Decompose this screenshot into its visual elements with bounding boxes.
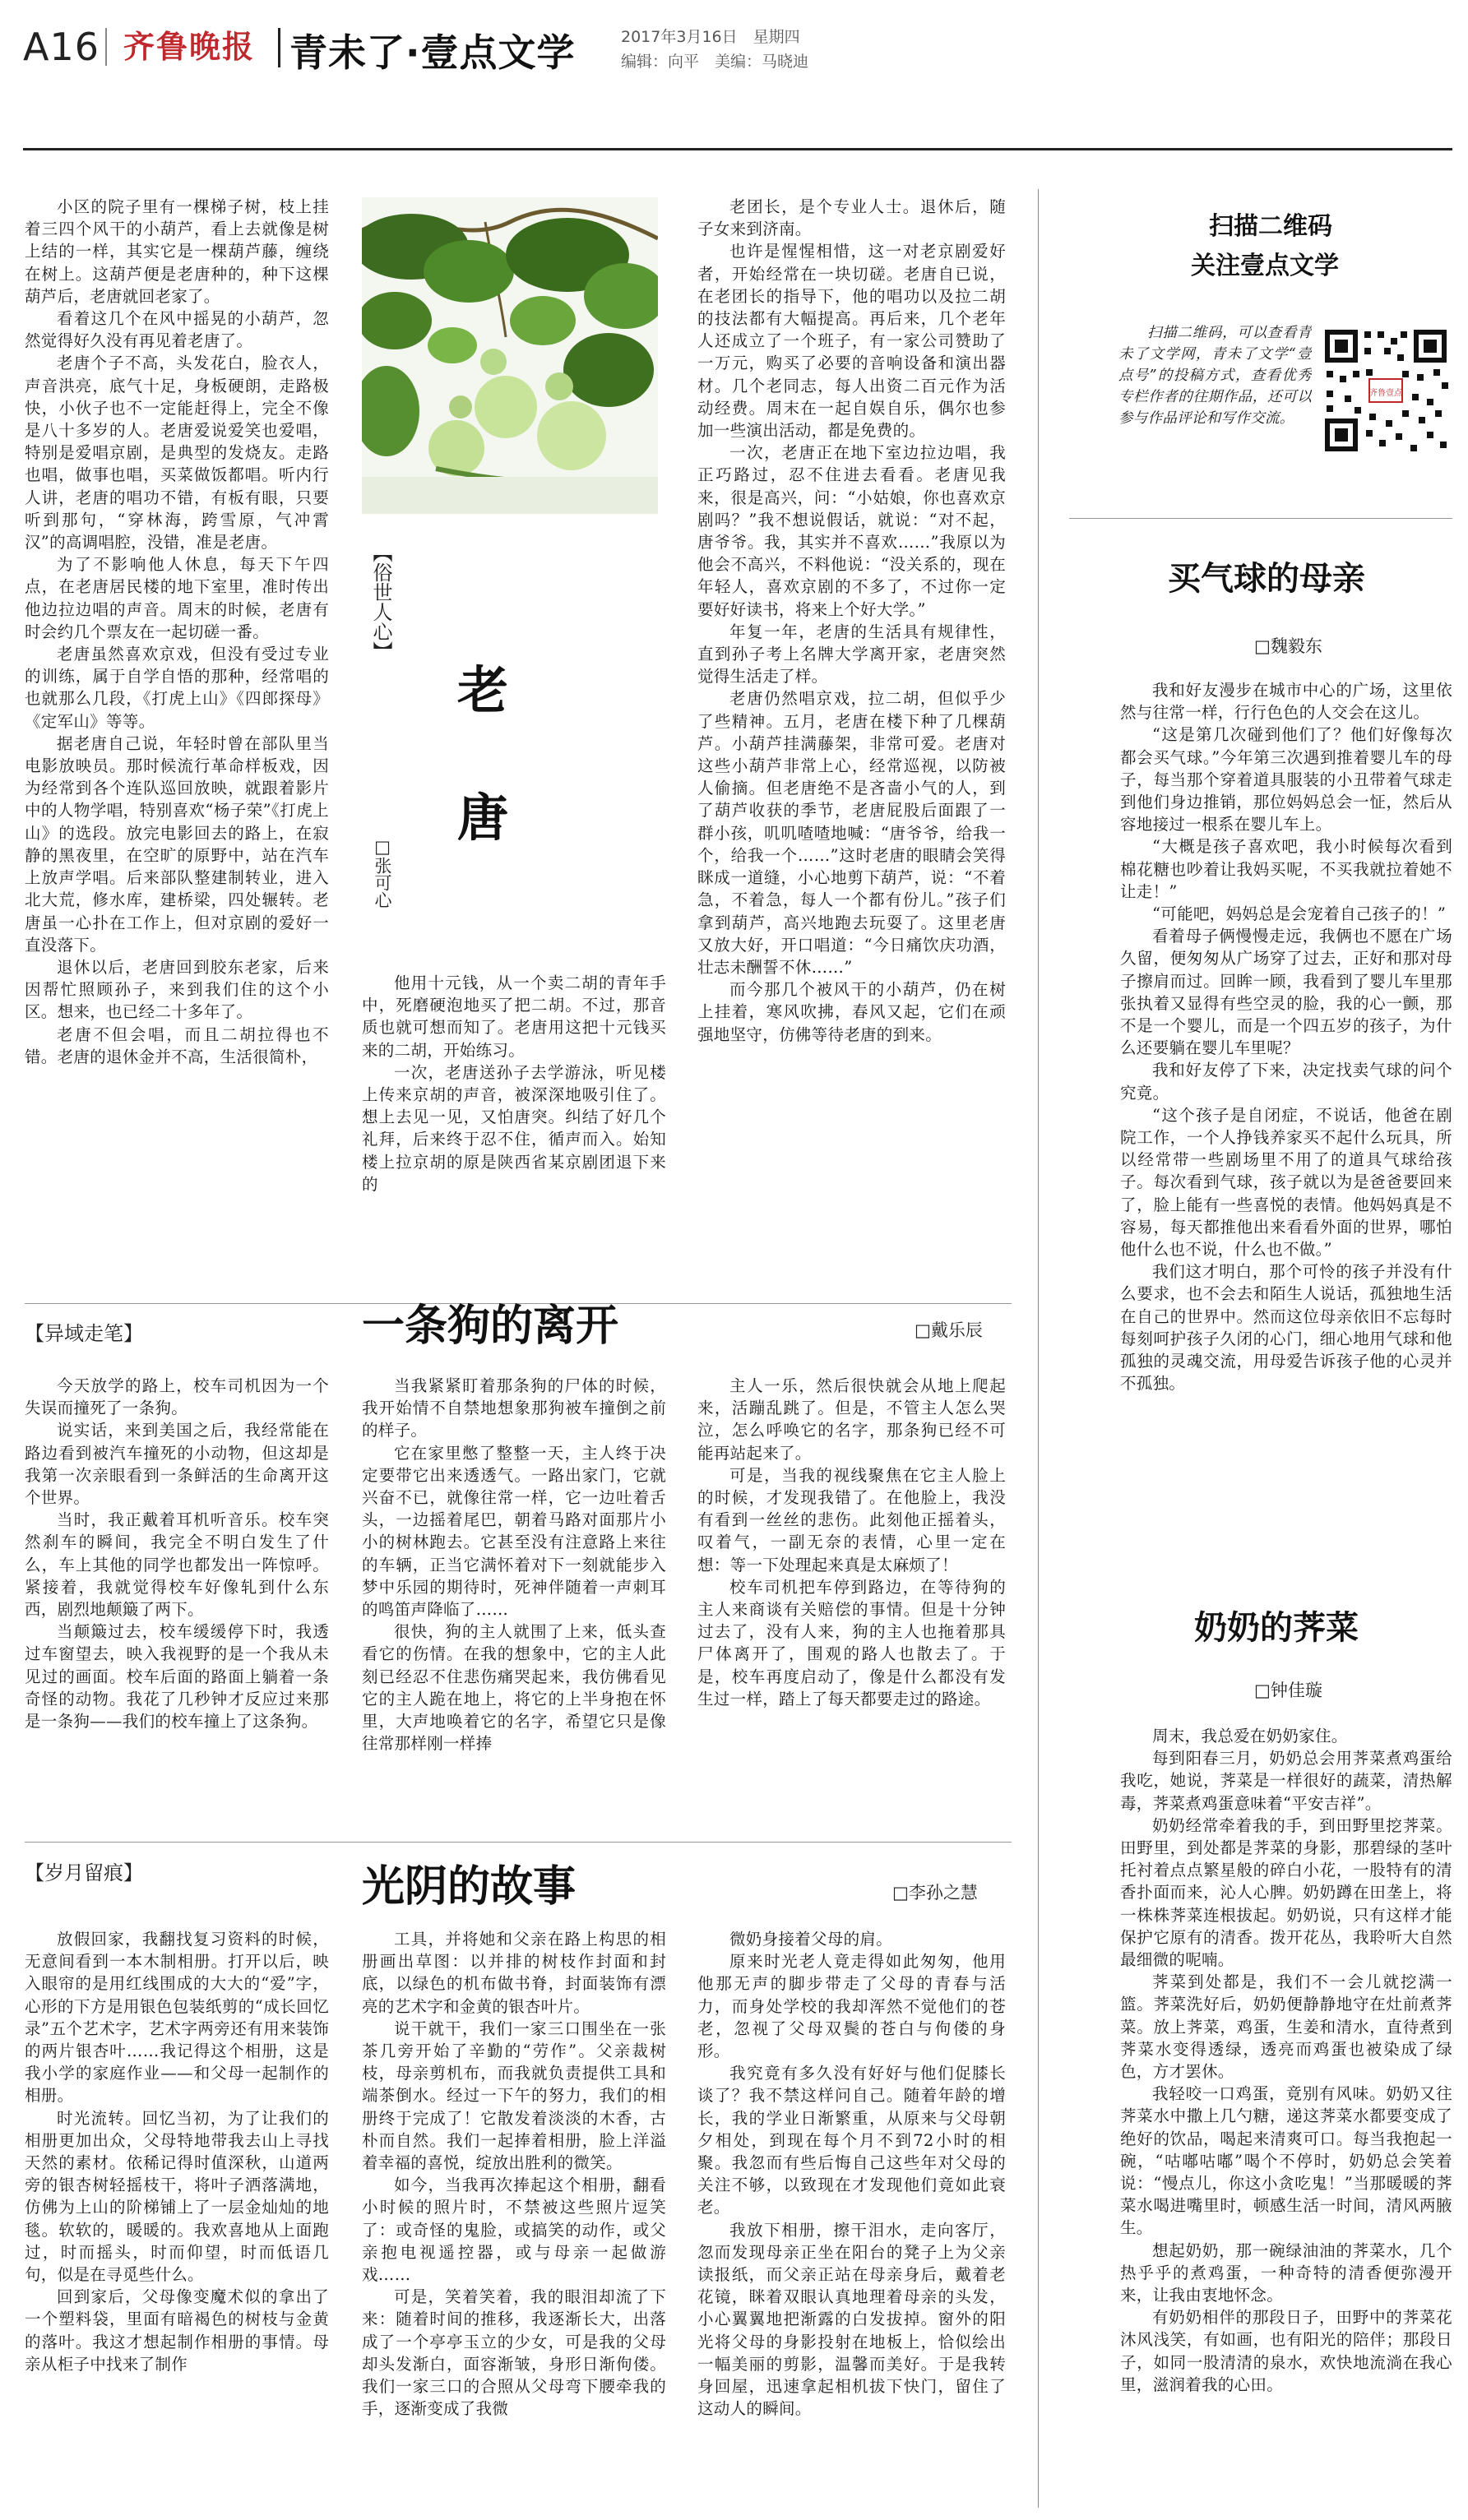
time-column-2: 工具，并将她和父亲在路上构思的相册画出草图：以并排的树枝作封面和封底，以绿色的机布做书脊，封面装饰有漂亮的艺术字和金黄的银杏叶片。 说干就干，我们一家三口围坐在一张茶几旁开始了辛勤的“劳作”。父亲裁树枝，母亲剪机布，而我就负责提供工具和端茶倒水。经过一下午的努力，我们的相册终于完成了！它散发着淡淡的木香，古朴而自然。我们一起捧着相册，脸上洋溢着幸福的喜悦，绽放出胜利的微笑。 如今，当我再次捧起这个相册，翻看小时候的照片时，不禁被这些照片逗笑了：或奇怪的鬼脸，或搞笑的动作，或父亲抱电视遥控器，或与母亲一起做游戏…… 可是，笑着笑着，我的眼泪却流了下来：随着时间的推移，我逐渐长大，出落成了一个亭亭玉立的少女，可是我的父母却头发渐白，面容渐皱，身形日渐佝偻。我们一家三口的合照从父母弯下腰牵我的手，逐渐变成了我微	[362, 1930, 666, 2419]
dog-title: 一条狗的离开	[362, 1302, 619, 1351]
laotang-column-3: 老团长，是个专业人士。退休后，随子女来到济南。 也许是惺惺相惜，这一对老京剧爱好者，开始经常在一块切磋。老唐自已说，在老团长的指导下，他的唱功以及拉二胡的技法都有大幅提高。再后来，几个老年人还成立了一个班子，有一家公司赞助了一万元，购买了必要的音响设备和演出器材。几个老同志，每人出资二百元作为活动经费。周末在一起自娱自乐，偶尔也参加一些演出活动，都是免费的。 一次，老唐正在地下室边拉边唱，我正巧路过，忍不住进去看看。老唐见我来，很是高兴，问：“小姑娘，你也喜欢京剧吗？”我不想说假话，就说：“对不起，唐爷爷。我，其实并不喜欢……”我原以为他会不高兴，不料他说：“没关系的，现在年轻人，喜欢京剧的不多了，不过你一定要好好读书，将来上个好大学。” 年复一年，老唐的生活具有规律性，直到孙子考上名牌大学离开家，老唐突然觉得生活走了样。 老唐仍然唱京戏，拉二胡，但似乎少了些精神。五月，老唐在楼下种了几棵葫芦。小葫芦挂满藤架，非常可爱。老唐对这些小葫芦非常上心，经常巡视，以防被人偷摘。但老唐绝不是吝啬小气的人，到了葫芦收获的季节，老唐屁股后面跟了一群小孩，叽叽喳喳地喊：“唐爷爷，给我一个，给我一个……”这时老唐的眼睛会笑得眯成一道缝，小心地剪下葫芦，说：“不着急，不着急，每人一个都有份儿。”孩子们拿到葫芦，高兴地跑去玩耍了。这里老唐又放大好，开口唱道：“今日痛饮庆功酒，壮志未酬誓不休……” 而今那几个被风干的小葫芦，仍在树上挂着，寒风吹拂，春风又起，它们在顽强地坚守，仿佛等待老唐的到来。	[697, 197, 1006, 1044]
time-section-rule	[25, 1842, 1012, 1843]
laotang-author: □张可心	[373, 837, 392, 909]
laotang-column-2: 他用十元钱，从一个卖二胡的青年手中，死磨硬泡地买了把二胡。不过，那音质也就可想而知了。老唐用这把十元钱买来的二胡，开始练习。 一次，老唐送孙子去学游泳，听见楼上传来京胡的声音，被深深地吸引住了。想上去见一见，又怕唐突。纠结了好几个礼拜，后来终于忍不住，循声而入。始知楼上拉京胡的原是陕西省某京剧团退下来的	[362, 973, 666, 1194]
qr-code[interactable]	[1320, 325, 1452, 456]
grandma-title: 奶奶的荠菜	[1194, 1609, 1359, 1647]
laotang-title-char-1: 老	[457, 660, 509, 720]
dog-column-tag: 【异域走笔】	[25, 1322, 143, 1345]
dog-column-1: 今天放学的路上，校车司机因为一个失误而撞死了一条狗。 说实话，来到美国之后，我经常能在路边看到被汽车撞死的小动物，但这却是我第一次亲眼看到一条鲜活的生命离开这个世界。 当时，我正戴着耳机听音乐。校车突然刹车的瞬间，我完全不明白发生了什么，车上其他的同学也都发出一阵惊呼。紧接着，我就觉得校车好像轧到什么东西，剧烈地颠簸了两下。 当颠簸过去，校车缓缓停下时，我透过车窗望去，映入我视野的是一个我从未见过的画面。校车后面的路面上躺着一条奇怪的动物。我花了几秒钟才反应过来那是一条狗——我们的校车撞上了这条狗。	[25, 1376, 329, 1732]
promo-title-line-2: 关注壹点文学	[1191, 252, 1339, 280]
page-number-divider	[105, 28, 107, 66]
promo-text: 扫描二维码，可以查看青未了文学网，青未了文学“壹点号”的投稿方式，查看优秀专栏作者的往期作品，还可以参与作品评论和写作交流。	[1118, 325, 1312, 427]
header-rule	[23, 148, 1452, 150]
time-title: 光阴的故事	[362, 1862, 577, 1912]
header-divider	[278, 28, 280, 67]
dog-column-3: 主人一乐，然后很快就会从地上爬起来，活蹦乱跳了。但是，不管主人怎么哭泣，怎么呼唤它的名字，那条狗已经不可能再站起来了。 可是，当我的视线聚焦在它主人脸上的时候，才发现我错了。在他脸上，我没有看到一丝丝的悲伤。此刻他正摇着头，叹着气，一副无奈的表情，心里一定在想：等一下处理起来真是太麻烦了！ 校车司机把车停到路边，在等待狗的主人来商谈有关赔偿的事情。但是十分钟过去了，没有人来，狗的主人也拖着那具尸体离开了，围观的路人也散去了。于是，校车再度启动了，像是什么都没有发生过一样，踏上了每天都要走过的路途。	[697, 1376, 1006, 1709]
issue-date: 2017年3月16日 星期四	[621, 28, 800, 46]
right-column-divider	[1038, 189, 1039, 2508]
laotang-column-1: 小区的院子里有一棵梯子树，枝上挂着三四个风干的小葫芦，看上去就像是树上结的一样，其实它是一棵葫芦藤，缠绕在树上。这葫芦便是老唐种的，种下这棵葫芦后，老唐就回老家了。 看着这几个在风中摇晃的小葫芦，忽然觉得好久没有再见着老唐了。 老唐个子不高，头发花白，脸衣人，声音洪亮，底气十足，身板硬朗，走路极快，小伙子也不一定能赶得上，完全不像是八十多岁的人。老唐爱说爱笑也爱唱，特别是爱唱京剧，是典型的发烧友。走路也唱，做事也唱，买菜做饭都唱。听内行人讲，老唐的唱功不错，有板有眼，只要听到那句，“穿林海，跨雪原，气冲霄汉”的高调唱腔，没错，准是老唐。 为了不影响他人休息，每天下午四点，在老唐居民楼的地下室里，准时传出他边拉边唱的声音。周末的时候，老唐有时会约几个票友在一起切磋一番。 老唐虽然喜欢京戏，但没有受过专业的训练，属于自学自悟的那种，经常唱的也就那么几段，《打虎上山》《四郎探母》《定军山》等等。 据老唐自己说，年轻时曾在部队里当电影放映员。那时候流行革命样板戏，因为经常到各个连队巡回放映，就跟着影片中的人物学唱，特别喜欢“杨子荣”《打虎上山》的选段。放完电影回去的路上，在寂静的黑夜里，在空旷的原野中，站在汽车上放声学唱。后来部队整建制转业，进入北大荒，修水库，建桥梁，四处辗转。老唐虽一心扑在工作上，但对京剧的爱好一直没落下。 退休以后，老唐回到胶东老家，后来因帮忙照顾孙子，来到我们住的这个小区。想来，也已经二十多年了。 老唐不但会唱，而且二胡拉得也不错。老唐的退休金并不高，生活很简朴，	[25, 197, 329, 1066]
gourd-photo	[362, 197, 658, 514]
dog-author: □戴乐辰	[915, 1320, 983, 1340]
time-column-1: 放假回家，我翻找复习资料的时候，无意间看到一本木制相册。打开以后，映入眼帘的是用红线围成的大大的“爱”字，心形的下方是用银色包装纸剪的“成长回忆录”五个艺术字，艺术字两旁还有用来装饰的两片银杏叶……我记得这个相册，这是我小学的家庭作业——和父母一起制作的相册。 时光流转。回忆当初，为了让我们的相册更加出众，父母特地带我去山上寻找天然的素材。依稀记得时值深秋，山道两旁的银杏树轻摇枝干，将叶子洒落满地，仿佛为上山的阶梯铺上了一层金灿灿的地毯。软软的，暖暖的。我欢喜地从上面跑过，时而摇头，时而仰望，时而低语几句，似是在寻觅些什么。 回到家后，父母像变魔术似的拿出了一个塑料袋，里面有暗褐色的树枝与金黄的落叶。我这才想起制作相册的事情。母亲从柜子中找来了制作	[25, 1930, 329, 2374]
laotang-column-tag: 【俗世人心】	[369, 543, 392, 661]
laotang-title-char-2: 唐	[457, 788, 509, 848]
section-title: 青未了·壹点文学	[289, 30, 576, 75]
grandma-author: □钟佳璇	[1254, 1681, 1322, 1700]
editor-credits: 编辑：向平 美编：马晓迪	[621, 53, 809, 71]
dog-column-2: 当我紧紧盯着那条狗的尸体的时候，我开始情不自禁地想象那狗被车撞倒之前的样子。 它在家里憋了整整一天，主人终于决定要带它出来透透气。一路出家门，它就兴奋不已，就像往常一样，它一边吐着舌头，一边摇着尾巴，朝着马路对面那片小小的树林跑去。它甚至没有注意路上来往的车辆，正当它满怀着对下一刻就能步入梦中乐园的期待时，死神伴随着一声刺耳的鸣笛声降临了…… 很快，狗的主人就围了上来，低头查看它的伤情。在我的想象中，它的主人此刻已经忍不住悲伤痛哭起来，我仿佛看见它的主人跪在地上，将它的上半身抱在怀里，大声地唤着它的名字，希望它只是像往常那样刚一样捧	[362, 1376, 666, 1754]
page-number: A16	[23, 25, 100, 69]
qr-badge-logo: 齐鲁壹点	[1369, 389, 1402, 398]
grandma-body: 周末，我总爱在奶奶家住。 每到阳春三月，奶奶总会用荠菜煮鸡蛋给我吃，她说，荠菜是一样很好的蔬菜，清热解毒，荠菜煮鸡蛋意味着“平安吉祥”。 奶奶经常牵着我的手，到田野里挖荠菜。田野里，到处都是荠菜的身影，那碧绿的茎叶托衬着点点繁星般的碎白小花，一股特有的清香扑面而来，沁人心脾。奶奶蹲在田垄上，将一株株荠菜连根拔起。奶奶说，只有这样才能保护它原有的清香。拨开花丛，我聆听大自然最细微的呢喃。 荠菜到处都是，我们不一会儿就挖满一篮。荠菜洗好后，奶奶便静静地守在灶前煮荠菜。放上荠菜，鸡蛋，生姜和清水，直待煮到荠菜水变得透绿，透亮而鸡蛋也被染成了绿色，方才罢休。 我轻咬一口鸡蛋，竟别有风味。奶奶又往荠菜水中撒上几勺糖，递这荠菜水都要变成了绝好的饮品，喝起来清爽可口。每当我抱起一碗，“咕嘟咕嘟”喝个不停时，奶奶总会笑着说：“慢点儿，你这小贪吃鬼！”当那暖暖的荠菜水喝进嘴里时，顿感生活一时间，清风两腋生。 想起奶奶，那一碗绿油油的荠菜水，几个热乎乎的煮鸡蛋，一种奇特的清香便弥漫开来，让我由衷地怀念。 有奶奶相伴的那段日子，田野中的荠菜花沐风浅笑，有如画，也有阳光的陪伴；那段日子，如同一股清清的泉水，欢快地流淌在我心里，滋润着我的心田。	[1120, 1727, 1452, 2394]
time-author: □李孙之慧	[892, 1883, 978, 1903]
time-column-3: 微奶身接着父母的肩。 原来时光老人竟走得如此匆匆，他用他那无声的脚步带走了父母的青春与活力，而身处学校的我却浑然不觉他们的苍老，忽视了父母双鬓的苍白与佝偻的身形。 我究竟有多久没有好好与他们促膝长谈了？我不禁这样问自己。随着年龄的增长，我的学业日渐繁重，从原来与父母朝夕相处，到现在每个月不到72小时的相聚。我忽而有些后悔自己这些年对父母的关注不够，以致现在才发现他们竟如此衰老。 我放下相册，擦干泪水，走向客厅，忽而发现母亲正坐在阳台的凳子上为父亲读报纸，而父亲正站在母亲身后，戴着老花镜，眯着双眼认真地理着母亲的头发，小心翼翼地把渐露的白发拔掉。窗外的阳光将父母的身影投射在地板上，恰似绘出一幅美丽的剪影，温馨而美好。于是我转身回屋，迅速拿起相机拔下快门，留住了这动人的瞬间。	[697, 1930, 1006, 2419]
time-column-tag: 【岁月留痕】	[25, 1861, 143, 1884]
balloon-author: □魏毅东	[1254, 636, 1322, 656]
promo-rule	[1069, 518, 1452, 519]
promo-title-line-1: 扫描二维码	[1209, 212, 1332, 241]
balloon-body: 我和好友漫步在城市中心的广场，这里依然与往常一样，行行色色的人交会在这儿。 “这是第几次碰到他们了？他们好像每次都会买气球。”今年第三次遇到推着婴儿车的母子，每当那个穿着道具服装的小丑带着气球走到他们身边推销，那位妈妈总会一怔，然后从容地接过一根系在婴儿车上。 “大概是孩子喜欢吧，我小时候每次看到棉花糖也吵着让我妈买呢，不买我就拉着她不让走！” “可能吧，妈妈总是会宠着自己孩子的！” 看着母子俩慢慢走远，我俩也不愿在广场久留，便匆匆从广场穿了过去，正好和那对母子擦肩而过。回眸一顾，我看到了婴儿车里那张执着又显得有些空灵的脸，我的心一颤，那不是一个婴儿，而是一个四五岁的孩子，为什么还要躺在婴儿车里呢？ 我和好友停了下来，决定找卖气球的问个究竟。 “这个孩子是自闭症，不说话，他爸在剧院工作，一个人挣钱养家买不起什么玩具，所以经常带一些剧场里不用了的道具气球给孩子。每次看到气球，孩子就以为是爸爸要回来了，脸上能有一些喜悦的表情。他妈妈真是不容易，每天都推他出来看看外面的世界，哪怕他什么也不说，什么也不做。” 我们这才明白，那个可怜的孩子并没有什么要求，也不会去和陌生人说话，孤独地生活在自己的世界中。然而这位母亲依旧不忘每时每刻呵护孩子久闭的心门，细心地用气球和他孤独的灵魂交流，用母爱告诉孩子他的心灵并不孤独。	[1120, 681, 1452, 1394]
balloon-title: 买气球的母亲	[1168, 560, 1365, 598]
newspaper-logo: 齐鲁晚报	[123, 28, 256, 65]
